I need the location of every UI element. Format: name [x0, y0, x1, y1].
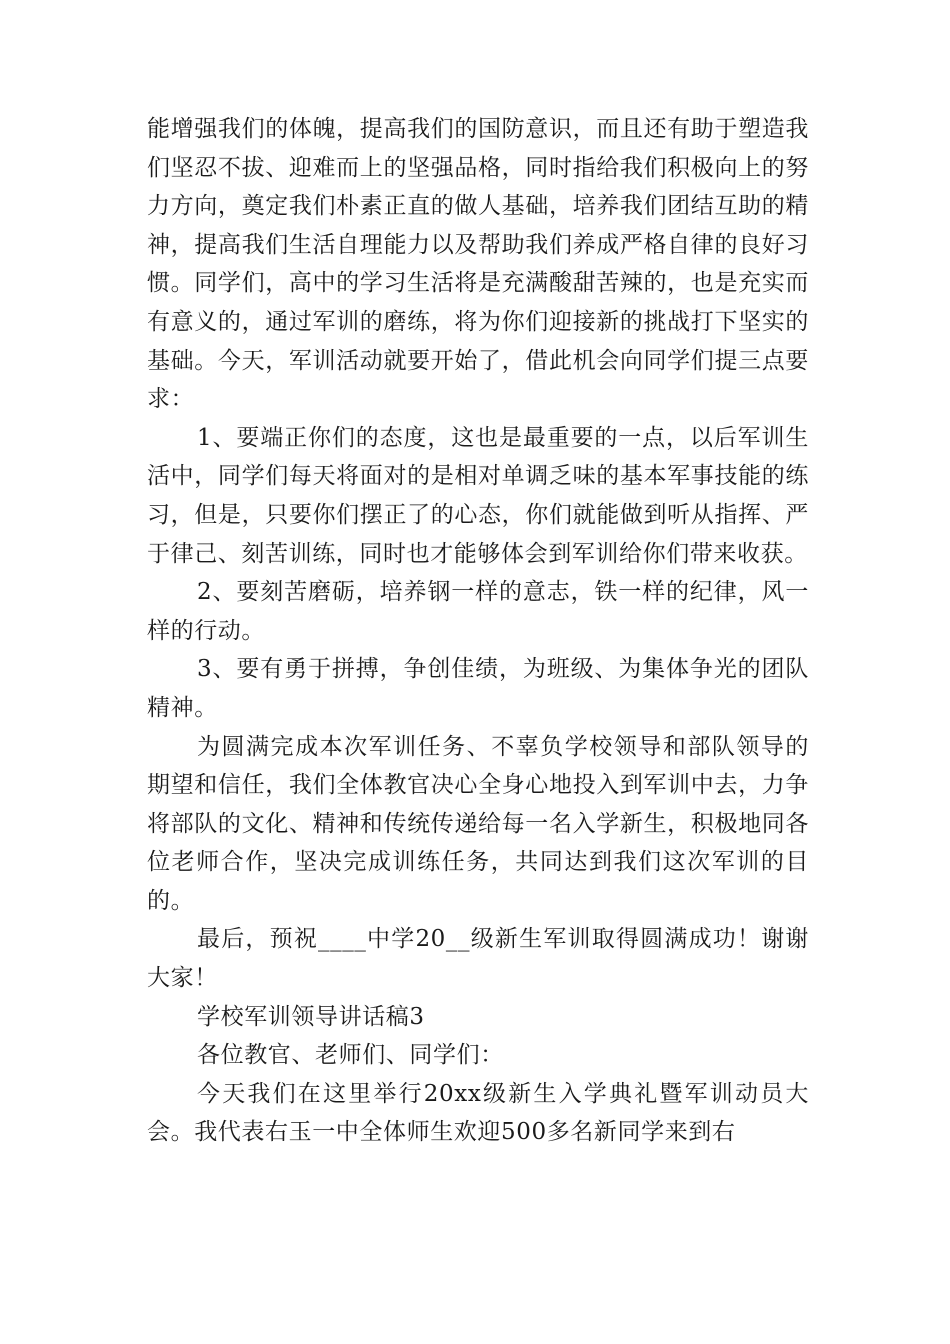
- paragraph-instructor-pledge: 为圆满完成本次军训任务、不辜负学校领导和部队领导的期望和信任，我们全体教官决心全身心地投入到军训中去，力争将部队的文化、精神和传统传递给每一名入学新生，积极地同各位老师合作，坚决完成训练任务，共同达到我们这次军训的目的。: [147, 733, 809, 914]
- section-title: 学校军训领导讲话稿3: [197, 1003, 425, 1030]
- greeting-line: 各位教官、老师们、同学们：: [197, 1042, 504, 1069]
- paragraph-requirement-3: 3、要有勇于拼搏，争创佳绩，为班级、为集体争光的团队精神。: [147, 656, 809, 721]
- paragraph-opening: 今天我们在这里举行20xx级新生入学典礼暨军训动员大会。我代表右玉一中全体师生欢迎500多名新同学来到右: [147, 1080, 809, 1146]
- paragraph-closing-wish: 最后，预祝____中学20__级新生军训取得圆满成功！谢谢大家！: [147, 926, 809, 992]
- paragraph-requirement-1: 1、要端正你们的态度，这也是最重要的一点，以后军训生活中，同学们每天将面对的是相对单调乏味的基本军事技能的练习，但是，只要你们摆正了的心态，你们就能做到听从指挥、严于律己、刻苦训练，同时也才能够体会到军训给你们带来收获。: [147, 424, 809, 567]
- document-body: [147, 110, 809, 1152]
- paragraph-continuation: 能增强我们的体魄，提高我们的国防意识，而且还有助于塑造我们坚忍不拔、迎难而上的坚强品格，同时指给我们积极向上的努力方向，奠定我们朴素正直的做人基础，培养我们团结互助的精神，提高我们生活自理能力以及帮助我们养成严格自律的良好习惯。同学们，高中的学习生活将是充满酸甜苦辣的，也是充实而有意义的，通过军训的磨练，将为你们迎接新的挑战打下坚实的基础。今天，军训活动就要开始了，借此机会向同学们提三点要求：: [147, 116, 809, 413]
- paragraph-requirement-2: 2、要刻苦磨砺，培养钢一样的意志，铁一样的纪律，风一样的行动。: [147, 579, 809, 644]
